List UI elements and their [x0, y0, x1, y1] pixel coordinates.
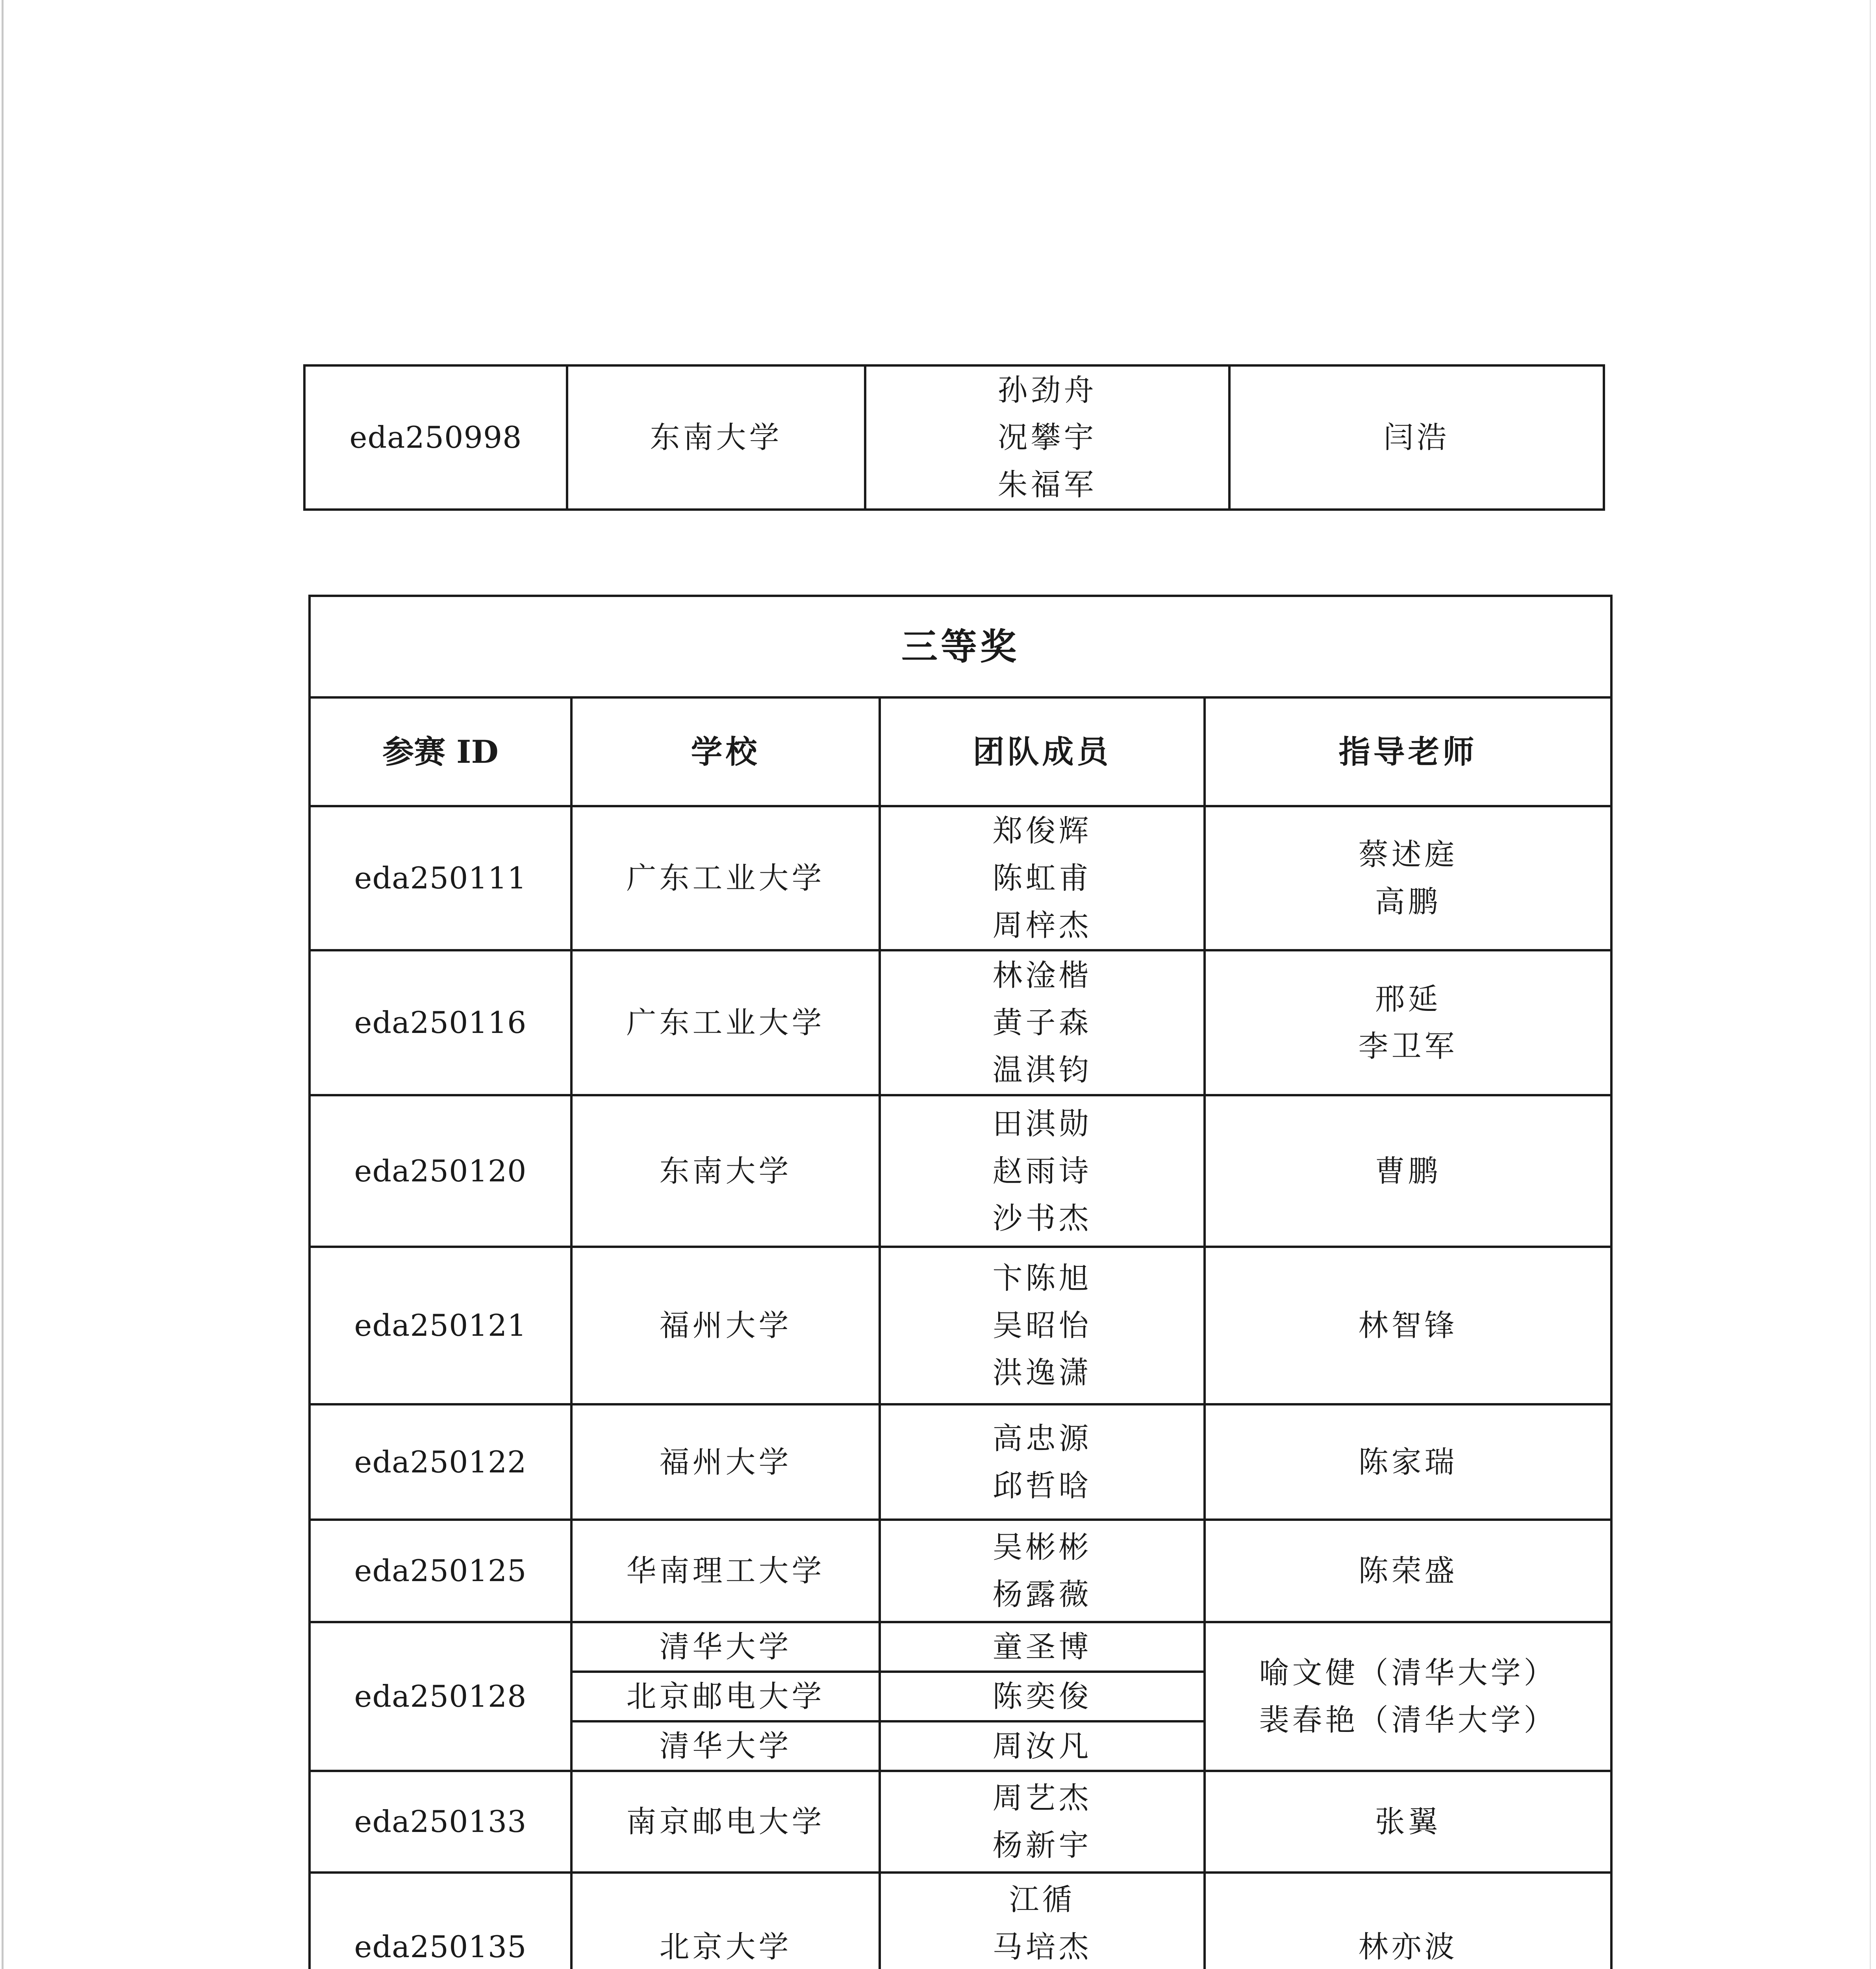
team-id: eda250122 [310, 1404, 571, 1520]
column-header-school: 学校 [571, 697, 880, 806]
table-row [310, 1095, 1611, 1247]
advisor-name: 喻文健（清华大学） [1259, 1655, 1557, 1690]
member-name: 林淦楷 [992, 958, 1092, 993]
team-id: eda250111 [310, 806, 571, 950]
table-row [310, 1771, 1611, 1873]
member-name: 周艺杰 [992, 1780, 1092, 1815]
team-id: eda250133 [310, 1771, 571, 1873]
member-name: 江循 [1009, 1882, 1075, 1917]
team-members [880, 1520, 1205, 1622]
member-name: 赵雨诗 [992, 1153, 1092, 1188]
member-name: 田淇勋 [992, 1106, 1092, 1141]
member-name: 温淇钧 [992, 1052, 1092, 1087]
table-row [304, 365, 1604, 510]
advisor-name: 李卫军 [1358, 1029, 1458, 1064]
team-id: eda250121 [310, 1247, 571, 1404]
member-name: 卞陈旭 [992, 1261, 1092, 1296]
member-name: 朱福军 [997, 467, 1097, 502]
member-name: 黄子森 [992, 1005, 1092, 1040]
member-name: 吴彬彬 [992, 1530, 1092, 1565]
advisor-name: 邢延 [1375, 981, 1441, 1016]
school: 广东工业大学 [571, 950, 880, 1095]
member-name: 马培杰 [992, 1929, 1092, 1964]
team-members [880, 1771, 1205, 1873]
team-id: eda250116 [310, 950, 571, 1095]
advisors [1205, 806, 1611, 950]
member-name: 童圣博 [880, 1622, 1205, 1672]
advisor-name: 裴春艳（清华大学） [1259, 1702, 1557, 1737]
table-row [310, 950, 1611, 1095]
advisor: 陈家瑞 [1205, 1404, 1611, 1520]
school: 清华大学 [571, 1721, 880, 1771]
school: 北京邮电大学 [571, 1672, 880, 1721]
table-row [310, 1520, 1611, 1622]
team-id: eda250125 [310, 1520, 571, 1622]
award-title-row [310, 596, 1611, 697]
table-row [310, 1404, 1611, 1520]
member-name: 邱哲晗 [992, 1468, 1092, 1503]
table-row [310, 1873, 1611, 1969]
team-id: eda250120 [310, 1095, 571, 1247]
member-name: 郑俊辉 [992, 813, 1092, 848]
team-id: eda250128 [310, 1622, 571, 1771]
table-row [310, 1247, 1611, 1404]
team-members [880, 1095, 1205, 1247]
advisor: 张翼 [1205, 1771, 1611, 1873]
advisor: 林智锋 [1205, 1247, 1611, 1404]
school: 华南理工大学 [571, 1520, 880, 1622]
column-header-id: 参赛 ID [310, 697, 571, 806]
advisor-name: 高鹏 [1375, 884, 1441, 919]
header-row [310, 697, 1611, 806]
school: 北京大学 [571, 1873, 880, 1969]
member-name: 孙劲舟 [997, 373, 1097, 408]
member-name: 高忠源 [992, 1420, 1092, 1456]
column-header-members: 团队成员 [880, 697, 1205, 806]
school: 南京邮电大学 [571, 1771, 880, 1873]
member-name: 周梓杰 [992, 908, 1092, 943]
team-id: eda250998 [304, 365, 567, 510]
school: 福州大学 [571, 1404, 880, 1520]
member-name: 况攀宇 [997, 420, 1097, 455]
advisors [1205, 950, 1611, 1095]
team-members [880, 1404, 1205, 1520]
member-name: 杨露薇 [992, 1577, 1092, 1612]
member-name: 陈奕俊 [880, 1672, 1205, 1721]
member-name: 沙书杰 [992, 1200, 1092, 1236]
advisor: 陈荣盛 [1205, 1520, 1611, 1622]
school: 福州大学 [571, 1247, 880, 1404]
school: 东南大学 [571, 1095, 880, 1247]
page-edge-left [2, 0, 4, 1969]
team-members [865, 365, 1229, 510]
member-name: 吴昭怡 [992, 1308, 1092, 1343]
table-row [310, 1622, 1611, 1672]
advisors [1205, 1622, 1611, 1771]
team-id: eda250135 [310, 1873, 571, 1969]
column-header-advisor: 指导老师 [1205, 697, 1611, 806]
team-members [880, 1247, 1205, 1404]
member-name: 陈虹甫 [992, 860, 1092, 896]
school: 清华大学 [571, 1622, 880, 1672]
team-members [880, 806, 1205, 950]
team-members [880, 950, 1205, 1095]
third-prize-table [308, 595, 1613, 1969]
table-row [310, 806, 1611, 950]
school: 广东工业大学 [571, 806, 880, 950]
member-name: 杨新宇 [992, 1828, 1092, 1863]
member-name: 洪逸潇 [992, 1355, 1092, 1390]
advisor: 林亦波 [1205, 1873, 1611, 1969]
award-title: 三等奖 [310, 596, 1611, 697]
advisor-name: 蔡述庭 [1358, 837, 1458, 872]
team-members [880, 1873, 1205, 1969]
continued-table [303, 364, 1605, 511]
school: 东南大学 [567, 365, 865, 510]
advisor: 闫浩 [1229, 365, 1604, 510]
member-name: 周汝凡 [880, 1721, 1205, 1771]
advisor: 曹鹏 [1205, 1095, 1611, 1247]
page-edge-right [1870, 0, 1871, 1969]
